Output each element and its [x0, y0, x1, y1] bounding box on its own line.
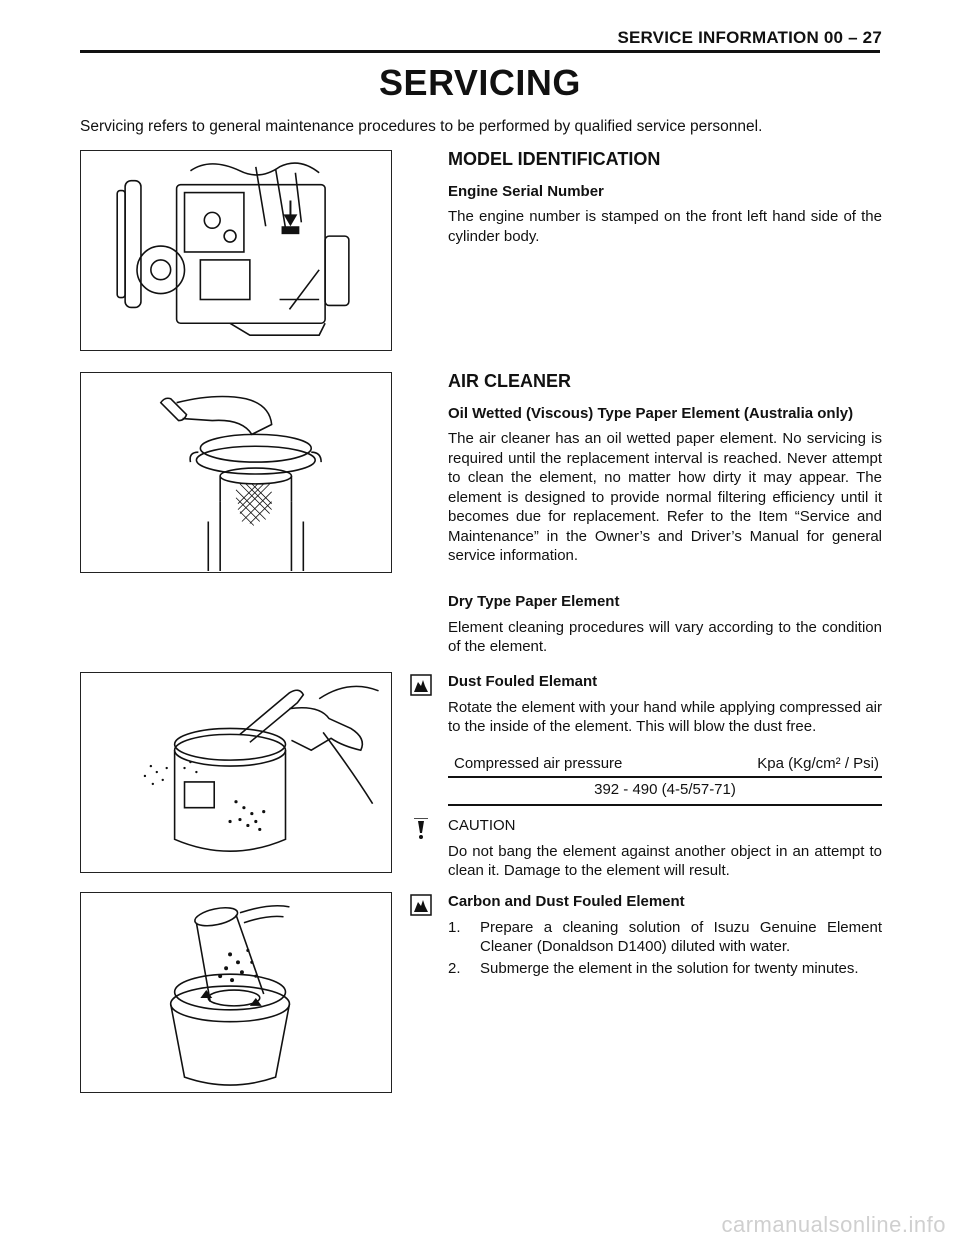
air-cleaner-figure	[80, 372, 392, 573]
model-identification-title: MODEL IDENTIFICATION	[448, 149, 661, 169]
air-cleaner-section	[448, 372, 882, 566]
step-text: Prepare a cleaning solution of Isuzu Genuine Element Cleaner (Donaldson D1400) diluted with water.	[480, 918, 882, 955]
step-number: 1.	[448, 918, 461, 936]
caution-text: Do not bang the element against another object in an attempt to clean it. Damage to the element will result.	[448, 842, 882, 879]
watermark: carmanualsonline.info	[721, 1212, 946, 1237]
cleaning-steps-list	[448, 918, 882, 979]
spec-rule-bottom	[448, 804, 882, 806]
step-item	[448, 959, 882, 979]
model-identification-section	[448, 150, 882, 246]
step-number: 2.	[448, 959, 461, 977]
dust-fouled-section	[448, 672, 882, 737]
engine-serial-number-text: The engine number is stamped on the front left hand side of the cylinder body.	[448, 208, 882, 245]
header-rule	[80, 50, 880, 53]
dry-type-text: Element cleaning procedures will vary according to the condition of the element.	[448, 618, 882, 655]
dry-type-section	[448, 592, 882, 657]
dust-fouled-subtitle: Dust Fouled Elemant	[448, 673, 598, 690]
compressed-air-figure	[80, 672, 392, 873]
air-cleaner-text: The air cleaner has an oil wetted paper element. No servicing is required until the replacement interval is reached. Never attempt to clean the element, no matter how dirty it may appear. The element is designed to provide normal filtering efficiency until it becomes due for replacement. Refer to the Item “Service and Maintenance” in the Owner’s and Driver’s Manual for general service information.	[448, 430, 882, 564]
caution-icon	[414, 818, 428, 840]
note-hand-icon	[410, 674, 432, 696]
note-hand-icon	[410, 894, 432, 916]
step-item	[448, 918, 882, 957]
page-title: SERVICING	[379, 62, 581, 103]
spec-value: 392 - 490 (4-5/57-71)	[594, 781, 736, 798]
engine-serial-number-subtitle: Engine Serial Number	[448, 182, 604, 200]
caution-title: CAUTION	[448, 817, 516, 834]
soaking-illustration	[81, 893, 391, 1092]
spec-label: Compressed air pressure	[454, 755, 623, 772]
engine-figure	[80, 150, 392, 351]
compressed-air-illustration	[81, 673, 391, 872]
carbon-dust-subtitle: Carbon and Dust Fouled Element	[448, 893, 685, 910]
dust-fouled-text: Rotate the element with your hand while applying compressed air to the inside of the element. This will blow the dust free.	[448, 698, 882, 735]
engine-illustration	[81, 151, 391, 350]
caution-section	[448, 816, 882, 881]
dry-type-subtitle: Dry Type Paper Element	[448, 593, 620, 610]
carbon-dust-section	[448, 892, 882, 980]
air-cleaner-illustration	[81, 373, 391, 572]
spec-unit: Kpa (Kg/cm² / Psi)	[757, 755, 879, 772]
air-cleaner-title: AIR CLEANER	[448, 371, 572, 391]
header-title: SERVICE INFORMATION 00 – 27	[617, 28, 882, 47]
soaking-figure	[80, 892, 392, 1093]
oil-wetted-subtitle: Oil Wetted (Viscous) Type Paper Element (Australia only)	[448, 404, 854, 422]
spec-header-row	[448, 752, 882, 776]
intro-text: Servicing refers to general maintenance procedures to be performed by qualified service personnel.	[80, 118, 763, 135]
step-text: Submerge the element in the solution for twenty minutes.	[480, 959, 859, 977]
pressure-spec-table	[448, 752, 882, 806]
